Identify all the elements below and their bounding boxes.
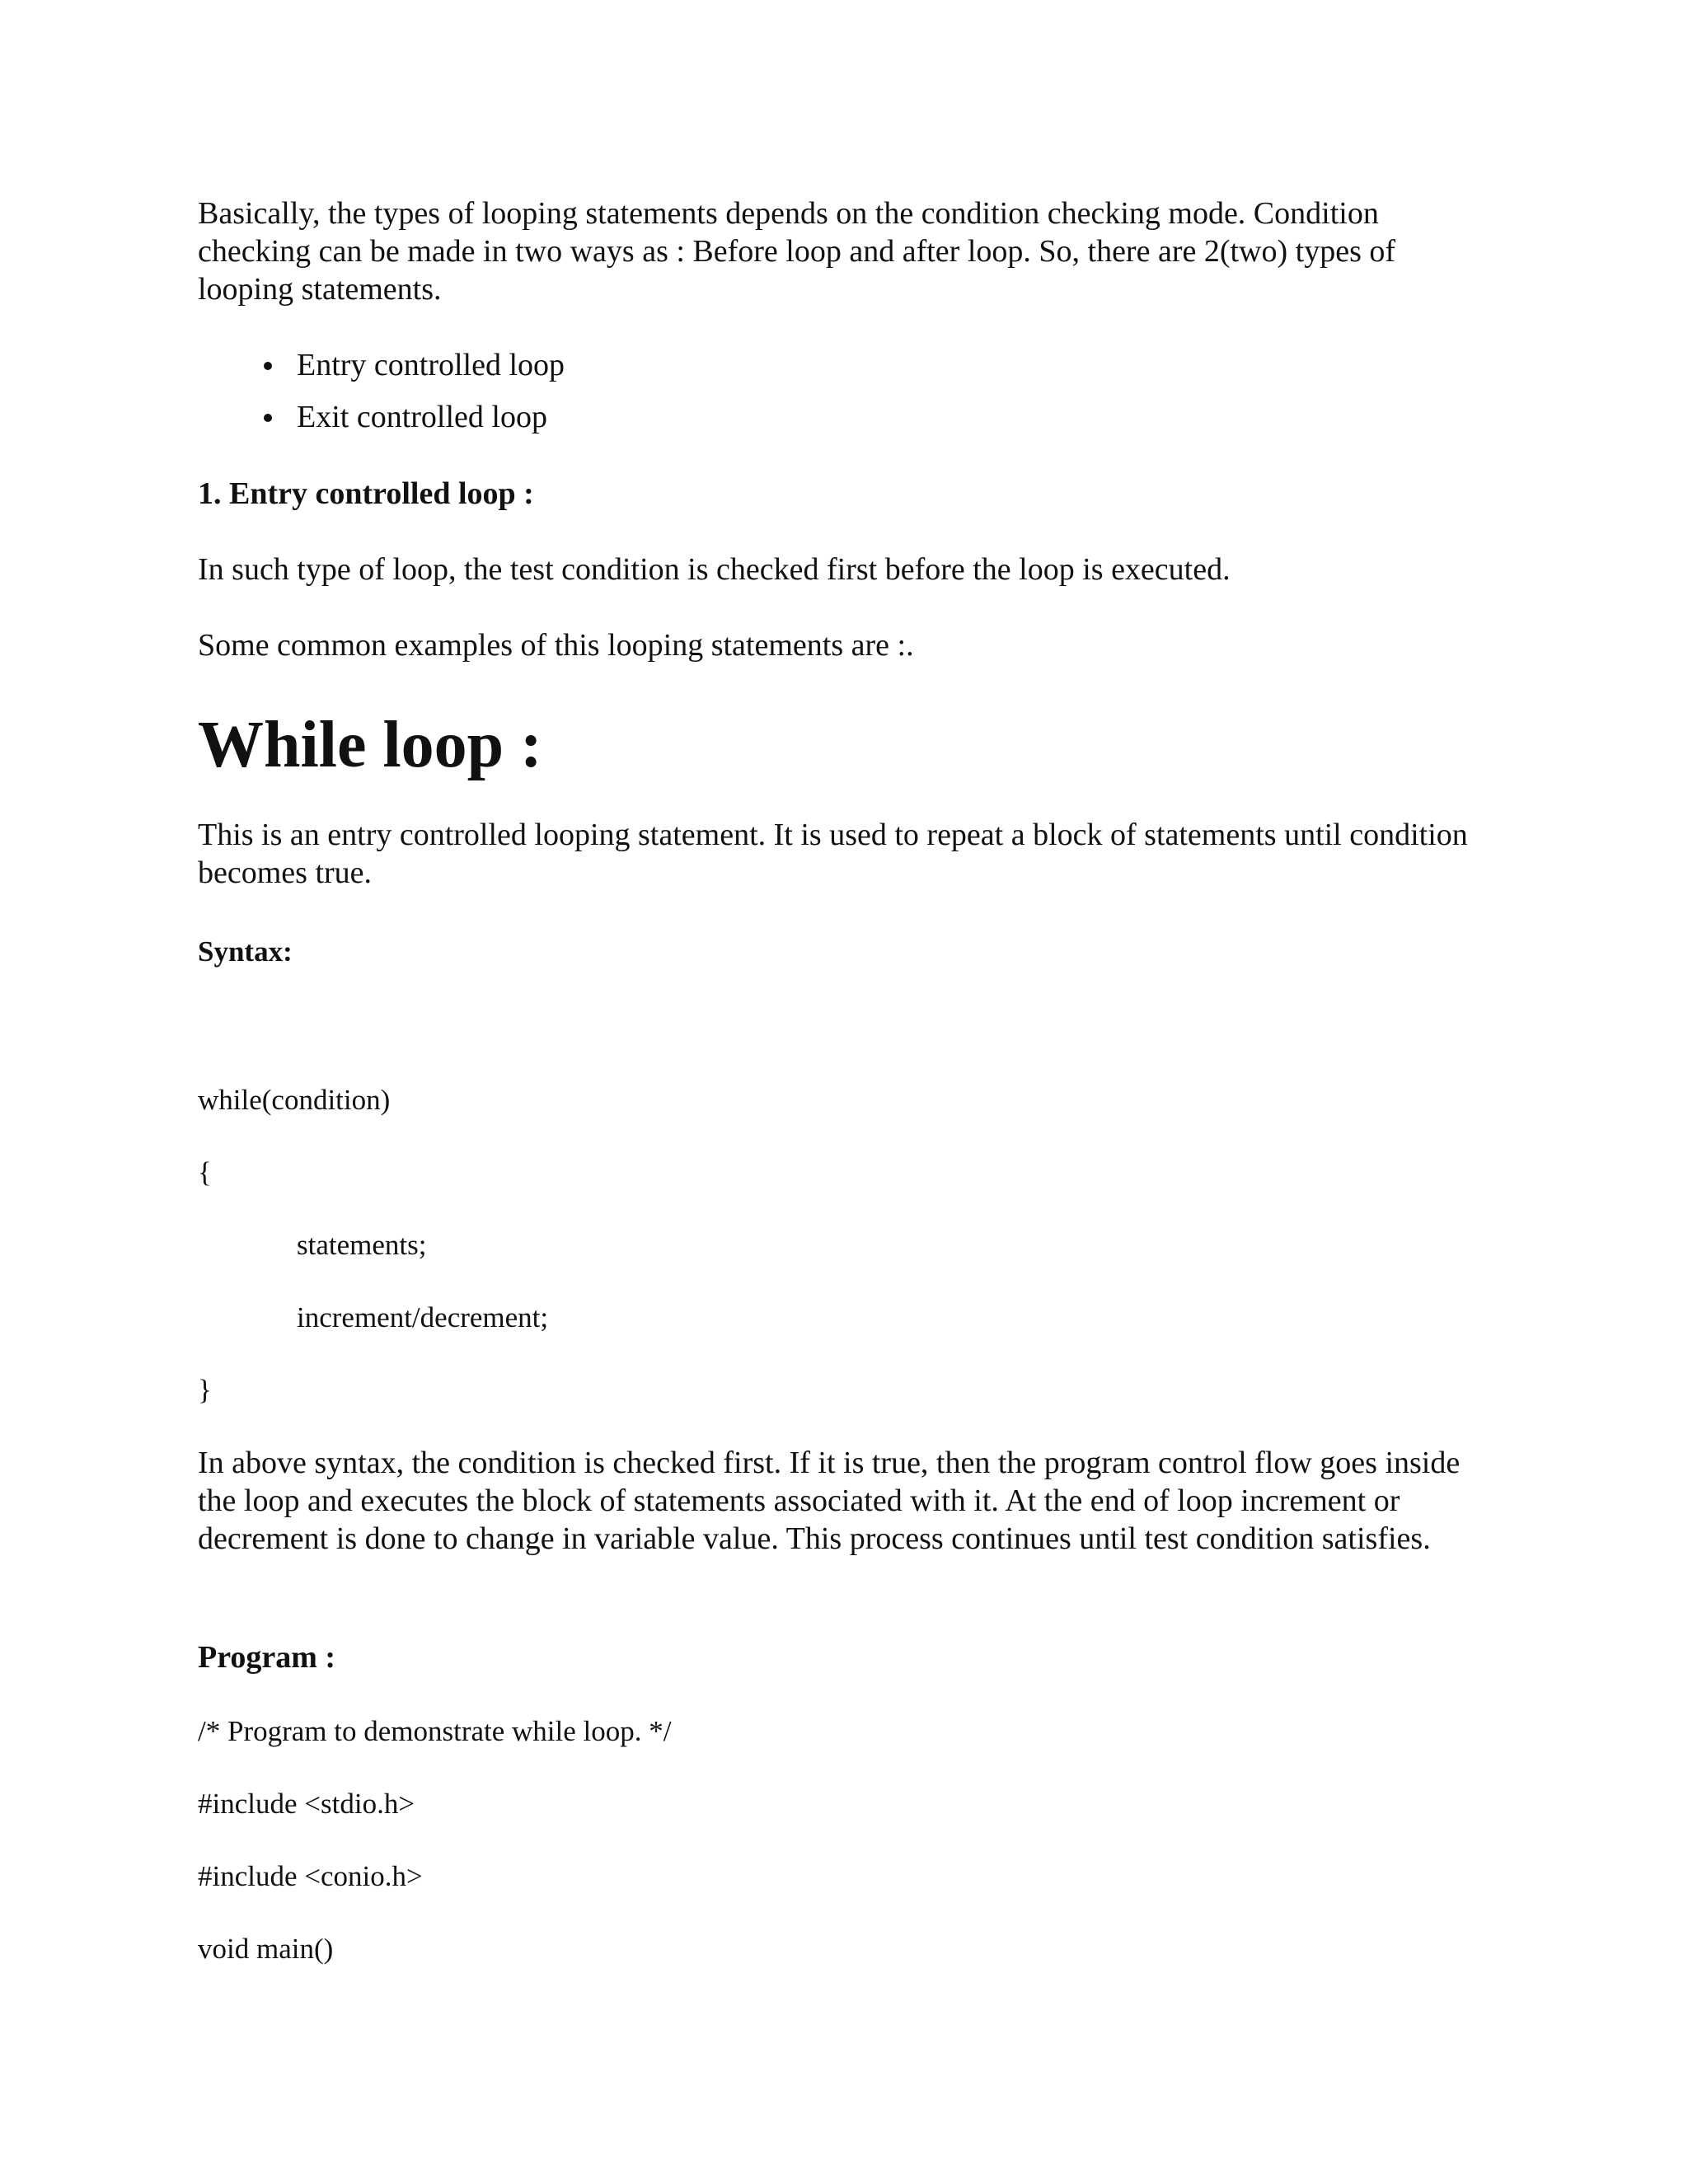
list-item-label: Entry controlled loop (297, 348, 565, 382)
list-item (198, 398, 565, 436)
loop-types-list (198, 346, 565, 450)
program-line-comment: /* Program to demonstrate while loop. */ (198, 1715, 672, 1747)
entry-controlled-heading: 1. Entry controlled loop : (198, 476, 534, 511)
syntax-explanation: In above syntax, the condition is checked first. If it is true, then the program control flow goes inside the loop and executes the block of statements associated with it. At the end of loop increment or decrement is done to change in variable value. This process continues until test condition satisfies. (198, 1446, 1461, 1556)
bullet-icon (264, 414, 272, 422)
program-line-include-stdio: #include <stdio.h> (198, 1788, 415, 1820)
syntax-line-open-brace: { (198, 1156, 212, 1188)
entry-controlled-description: In such type of loop, the test condition is checked first before the loop is executed. (198, 552, 1231, 587)
program-line-main: void main() (198, 1933, 334, 1965)
bullet-icon (264, 362, 272, 370)
examples-intro: Some common examples of this looping statements are :. (198, 628, 914, 663)
syntax-line-statements: statements; (297, 1229, 427, 1261)
intro-paragraph: Basically, the types of looping statements depends on the condition checking mode. Condition checking can be made in two ways as : Before loop and after loop. So, there are 2(two) types of looping statements. (198, 196, 1396, 307)
list-item (198, 346, 565, 384)
syntax-line-close-brace: } (198, 1374, 212, 1406)
program-label: Program : (198, 1640, 336, 1675)
while-loop-heading: While loop : (198, 709, 542, 781)
syntax-line-while: while(condition) (198, 1084, 391, 1116)
program-line-include-conio: #include <conio.h> (198, 1860, 423, 1892)
syntax-label: Syntax: (198, 935, 293, 968)
while-loop-description: This is an entry controlled looping statement. It is used to repeat a block of statements until condition becomes true. (198, 818, 1468, 890)
syntax-line-increment: increment/decrement; (297, 1301, 549, 1333)
list-item-label: Exit controlled loop (297, 400, 547, 434)
